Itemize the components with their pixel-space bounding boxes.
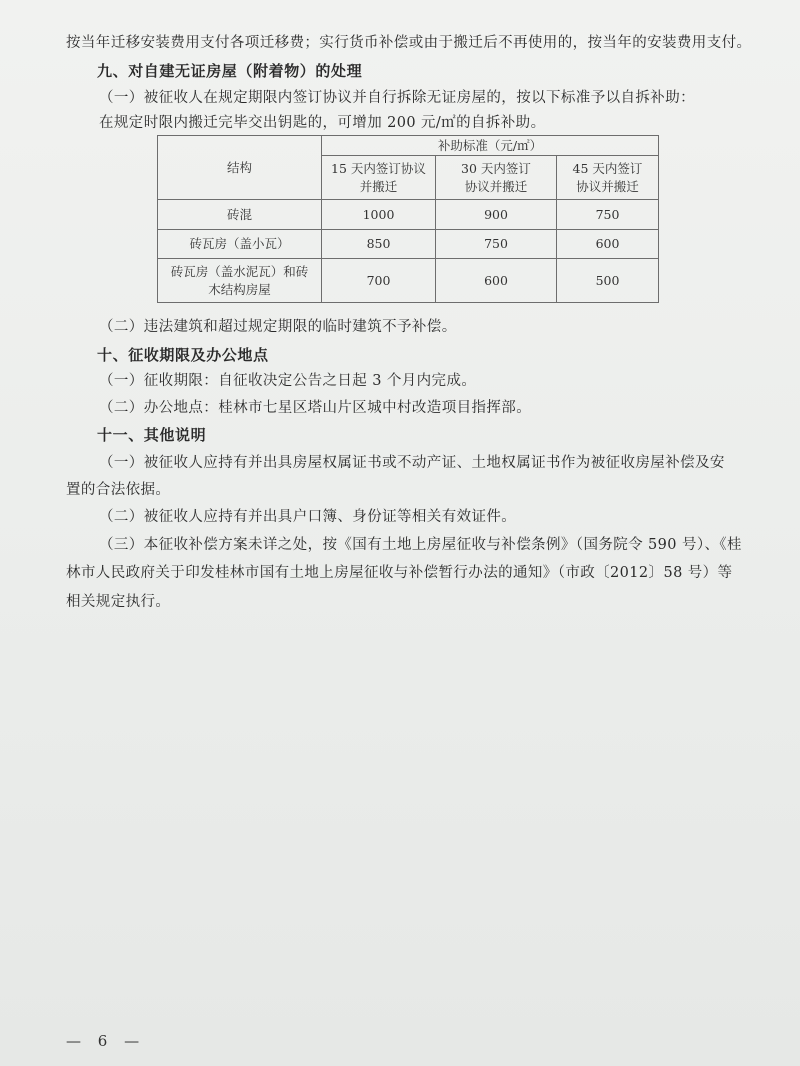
table-cell: 850 xyxy=(322,230,436,259)
table-header-structure: 结构 xyxy=(158,136,322,200)
paragraph-line: （二）被征收人应持有并出具户口簿、身份证等相关有效证件。 xyxy=(99,509,517,525)
paragraph-line: （一）被征收人应持有并出具房屋权属证书或不动产证、土地权属证书作为被征收房屋补偿及安 xyxy=(99,455,725,471)
paragraph-line: （一）被征收人在规定期限内签订协议并自行拆除无证房屋的，按以下标准予以自拆补助： xyxy=(99,90,695,106)
table-cell: 750 xyxy=(436,230,557,259)
paragraph-line: 置的合法依据。 xyxy=(66,482,171,498)
paragraph-line: 在规定时限内搬迁完毕交出钥匙的，可增加 200 元/㎡的自拆补助。 xyxy=(99,115,546,131)
table-row xyxy=(158,230,659,259)
table-header-15-days: 15 天内签订协议 并搬迁 xyxy=(322,156,436,200)
section-heading-9: 九、对自建无证房屋（附着物）的处理 xyxy=(97,62,363,80)
table-header-group: 补助标准（元/㎡） xyxy=(322,136,659,156)
page-number: — 6 — xyxy=(66,1032,146,1050)
table-header-30-days: 30 天内签订 协议并搬迁 xyxy=(436,156,557,200)
table-cell: 600 xyxy=(436,259,557,303)
table-cell: 1000 xyxy=(322,200,436,230)
section-heading-11: 十一、其他说明 xyxy=(97,426,207,444)
table-cell-structure: 砖混 xyxy=(158,200,322,230)
table-cell-structure: 砖瓦房（盖水泥瓦）和砖 木结构房屋 xyxy=(158,259,322,303)
table-cell: 700 xyxy=(322,259,436,303)
paragraph-line: （二）办公地点：桂林市七星区塔山片区城中村改造项目指挥部。 xyxy=(99,400,532,416)
table-row xyxy=(158,259,659,303)
table-cell: 600 xyxy=(557,230,659,259)
paragraph-line: （二）违法建筑和超过规定期限的临时建筑不予补偿。 xyxy=(99,319,457,335)
table-cell-structure: 砖瓦房（盖小瓦） xyxy=(158,230,322,259)
paragraph-line: 相关规定执行。 xyxy=(66,594,171,610)
paragraph-line: 林市人民政府关于印发桂林市国有土地上房屋征收与补偿暂行办法的通知》（市政〔2012〕58 号）等 xyxy=(66,565,733,581)
table-cell: 900 xyxy=(436,200,557,230)
table-row xyxy=(158,200,659,230)
section-heading-10: 十、征收期限及办公地点 xyxy=(97,346,269,364)
table-cell: 500 xyxy=(557,259,659,303)
paragraph-line: （一）征收期限：自征收决定公告之日起 3 个月内完成。 xyxy=(99,373,477,389)
paragraph-line: （三）本征收补偿方案未详之处，按《国有土地上房屋征收与补偿条例》（国务院令 590 号）、《桂 xyxy=(99,537,742,553)
compensation-table xyxy=(157,135,659,303)
table-header-45-days: 45 天内签订 协议并搬迁 xyxy=(557,156,659,200)
paragraph-line: 按当年迁移安装费用支付各项迁移费；实行货币补偿或由于搬迁后不再使用的，按当年的安装费用支付。 xyxy=(66,35,752,51)
table-cell: 750 xyxy=(557,200,659,230)
